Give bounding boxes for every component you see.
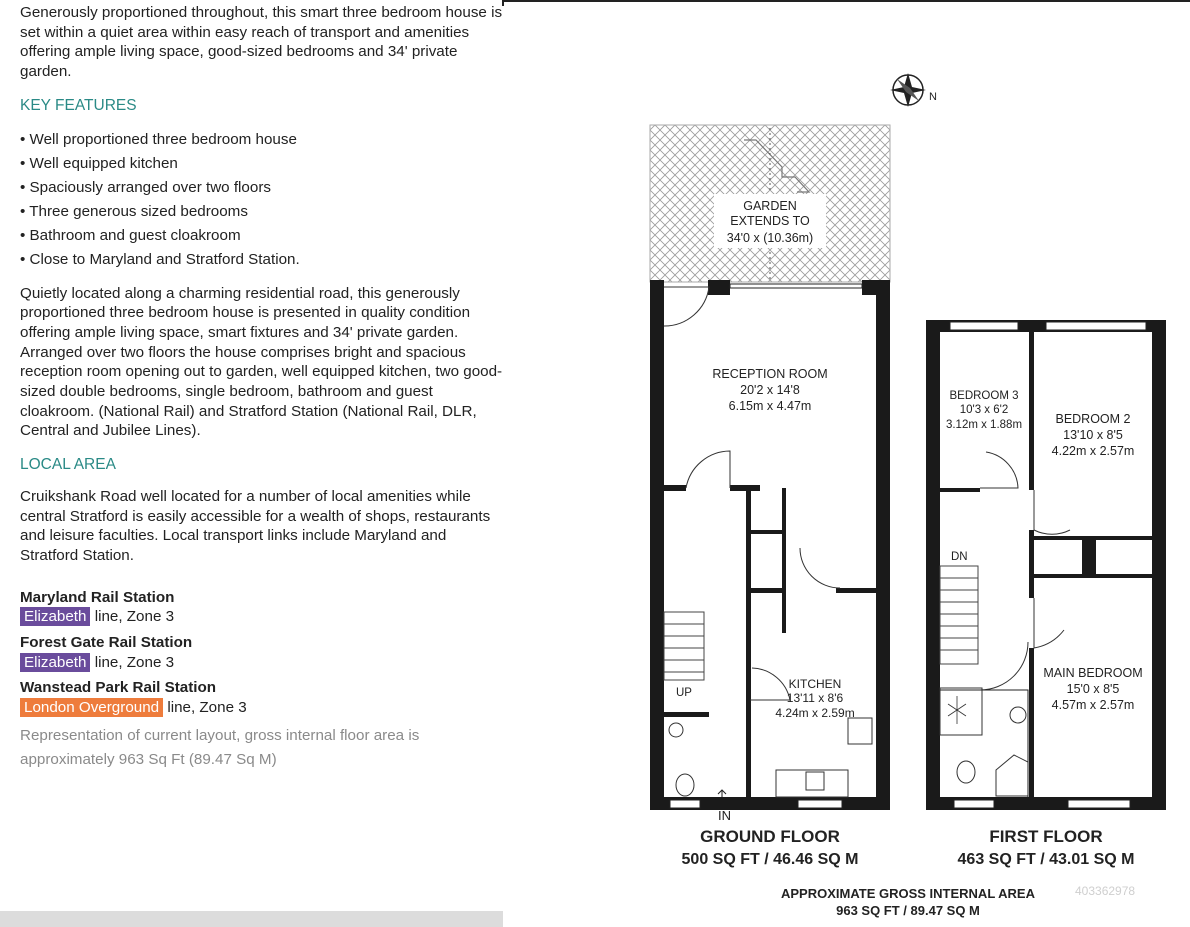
feature-item: • Spaciously arranged over two floors xyxy=(20,178,271,196)
stairs-down-label: DN xyxy=(951,551,968,563)
zone-text: line, Zone 3 xyxy=(90,608,175,626)
ground-floor-plan xyxy=(650,280,890,810)
gross-area-title: APPROXIMATE GROSS INTERNAL AREA xyxy=(780,886,1036,901)
entrance-label: IN xyxy=(718,808,731,823)
kitchen-counter xyxy=(776,770,848,797)
local-area-heading: LOCAL AREA xyxy=(20,456,116,474)
intro-paragraph: Generously proportioned throughout, this smart three bedroom house is set within a quiet area within easy reach of transport and amenities offering ample living space, good-sized bedrooms and 34' private garden. xyxy=(20,4,503,81)
station-name: Maryland Rail Station xyxy=(20,588,175,606)
garden-dimensions: 34'0 x (10.36m) xyxy=(726,231,814,245)
compass-icon xyxy=(890,73,926,107)
feature-item: • Well proportioned three bedroom house xyxy=(20,130,297,148)
watermark-text: 403362978 xyxy=(1075,884,1136,898)
bedroom-3-imperial: 10'3 x 6'2 xyxy=(959,404,1009,416)
bathroom-fixtures xyxy=(940,688,1028,797)
compass-label: N xyxy=(929,91,937,103)
line-badge: London Overground xyxy=(20,698,163,717)
feature-item: • Bathroom and guest cloakroom xyxy=(20,226,241,244)
zone-text: line, Zone 3 xyxy=(163,699,247,717)
feature-item: • Close to Maryland and Stratford Station. xyxy=(20,250,300,268)
reception-room-label: RECEPTION ROOM xyxy=(712,367,828,381)
stairs-icon xyxy=(664,612,704,680)
gross-area-value: 963 SQ FT / 89.47 SQ M xyxy=(836,903,980,918)
zone-text: line, Zone 3 xyxy=(90,653,175,671)
main-bedroom-metric: 4.57m x 2.57m xyxy=(1051,698,1135,712)
local-area-paragraph: Cruikshank Road well located for a number of local amenities while central Stratford is easily accessible for a wealth of shops, restaurants and leisure faculties. Local transport links include Maryland and Stratford Station. xyxy=(20,487,491,564)
main-bedroom-label: MAIN BEDROOM xyxy=(1043,666,1143,680)
first-floor-area: 463 SQ FT / 43.01 SQ M xyxy=(957,851,1135,868)
feature-item: • Three generous sized bedrooms xyxy=(20,202,248,220)
ground-floor-title: GROUND FLOOR xyxy=(700,827,840,846)
bedroom-3-metric: 3.12m x 1.88m xyxy=(945,419,1023,431)
main-bedroom-imperial: 15'0 x 8'5 xyxy=(1066,682,1120,696)
feature-item: • Well equipped kitchen xyxy=(20,154,178,172)
bedroom-2-metric: 4.22m x 2.57m xyxy=(1051,444,1135,458)
description-paragraph: Quietly located along a charming residential road, this generously proportioned three bedroom house is presented in quality condition offering ample living space, smart fixtures and 34' private garden. Arranged over two floors the house comprises bright and spacious reception room opening out to garden, well equipped kitchen, two good-sized double bedrooms, single bedroom, bathroom and guest cloakroom. (National Rail) and Stratford Station (National Rail, DLR, Central and Jubilee Lines). xyxy=(20,284,503,440)
garden-label-2: EXTENDS TO xyxy=(730,214,810,228)
ground-floor-area: 500 SQ FT / 46.46 SQ M xyxy=(681,851,859,868)
bedroom-2-imperial: 13'10 x 8'5 xyxy=(1063,428,1123,442)
bedroom-2-label: BEDROOM 2 xyxy=(1055,412,1131,426)
basin-icon xyxy=(669,723,683,737)
stairs-down-icon xyxy=(940,566,978,664)
stairs-up-label: UP xyxy=(676,687,692,699)
toilet-icon xyxy=(676,774,694,796)
line-badge: Elizabeth xyxy=(20,653,90,672)
hob-icon xyxy=(848,718,872,744)
reception-room-metric: 6.15m x 4.47m xyxy=(728,399,812,413)
reception-room-imperial: 20'2 x 14'8 xyxy=(740,383,800,397)
kitchen-label: KITCHEN xyxy=(788,677,842,691)
garden-label: GARDEN xyxy=(743,199,797,213)
sink-icon xyxy=(806,772,824,790)
station-name: Forest Gate Rail Station xyxy=(20,634,193,652)
kitchen-metric: 4.24m x 2.59m xyxy=(775,706,855,720)
bedroom-3-label: BEDROOM 3 xyxy=(949,390,1019,402)
first-floor-title: FIRST FLOOR xyxy=(989,827,1103,846)
station-name: Wanstead Park Rail Station xyxy=(20,679,217,697)
kitchen-imperial: 13'11 x 8'6 xyxy=(786,691,844,705)
line-badge: Elizabeth xyxy=(20,607,90,626)
floor-area-disclaimer: Representation of current layout, gross internal floor area is approximately 963 Sq Ft (89.47 Sq M) xyxy=(20,726,420,768)
entrance-arrow-icon xyxy=(718,790,726,797)
key-features-heading: KEY FEATURES xyxy=(20,96,137,114)
